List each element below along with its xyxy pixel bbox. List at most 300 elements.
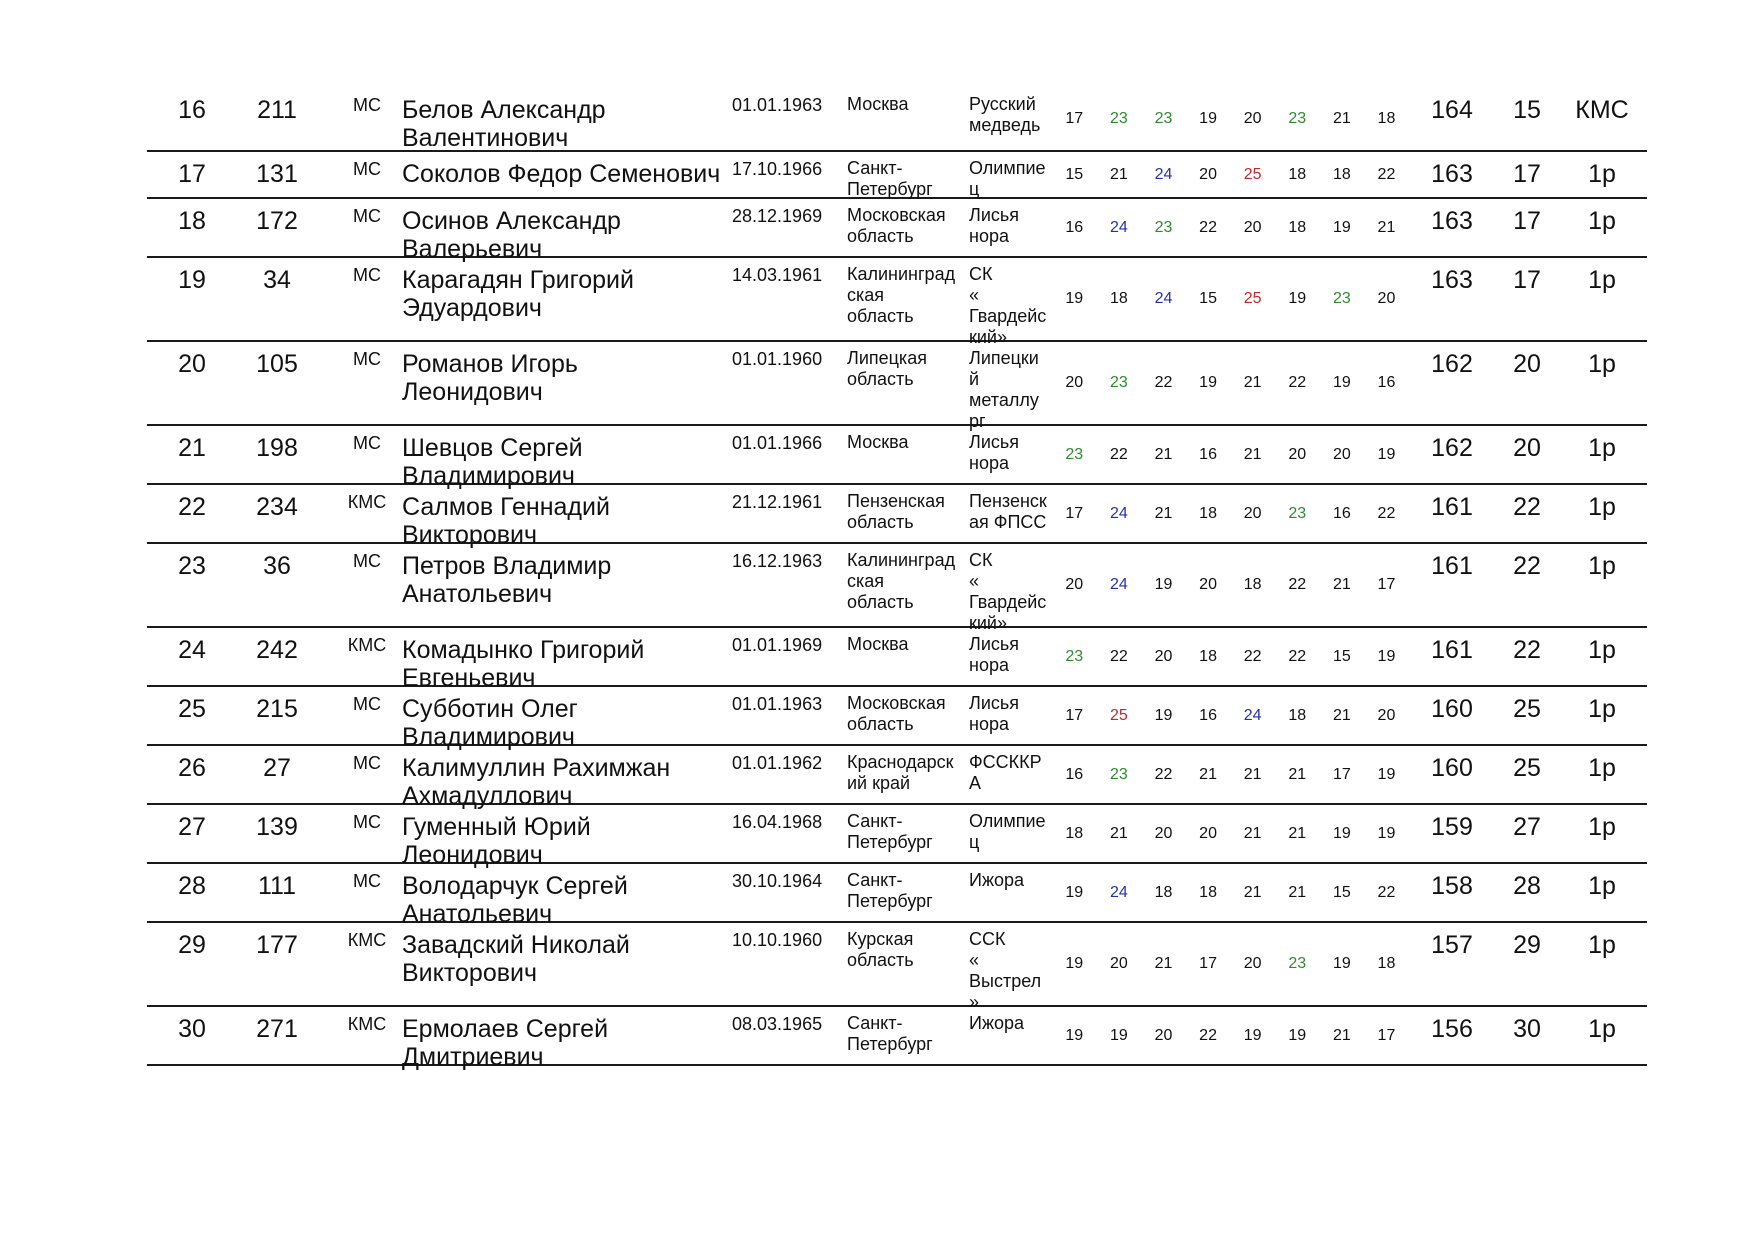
series-score-cell: 18 — [1154, 883, 1173, 901]
series-scores — [1052, 485, 1412, 542]
series-score-cell: 15 — [1332, 647, 1351, 665]
series-score-cell: 20 — [1243, 504, 1262, 522]
series-score-cell: 21 — [1243, 824, 1262, 842]
series-score-cell: 17 — [1065, 706, 1084, 724]
series-scores — [1052, 864, 1412, 921]
sport-title-cell: МС — [353, 159, 381, 179]
series-score-cell: 20 — [1154, 1026, 1173, 1044]
series-score-cell: 24 — [1109, 218, 1128, 236]
rank-cell: 15 — [1513, 96, 1541, 124]
series-score-cell: 21 — [1288, 824, 1307, 842]
results-table — [147, 88, 1647, 1071]
rank-cell: 25 — [1513, 754, 1541, 782]
category-cell: 1р — [1588, 160, 1616, 188]
bib-number-cell: 177 — [256, 931, 298, 959]
series-scores — [1052, 544, 1412, 626]
birth-date-cell: 21.12.1961 — [732, 492, 823, 512]
series-score-cell: 23 — [1065, 647, 1084, 665]
sport-title-cell: МС — [353, 265, 381, 285]
place-cell: 21 — [178, 434, 206, 462]
rank-cell: 17 — [1513, 266, 1541, 294]
series-scores — [1052, 258, 1412, 340]
table-row — [147, 426, 1647, 490]
table-row — [147, 485, 1647, 549]
series-score-cell: 25 — [1243, 290, 1262, 307]
region-cell: Москва — [847, 634, 909, 654]
series-score-cell: 15 — [1199, 290, 1217, 307]
club-cell: Липецки й металлу рг — [969, 348, 1039, 431]
series-score-cell: 21 — [1332, 1026, 1351, 1044]
bib-number-cell: 36 — [263, 552, 291, 580]
series-score-cell: 19 — [1154, 576, 1173, 593]
table-row — [147, 152, 1647, 199]
series-score-cell: 21 — [1109, 165, 1128, 183]
series-scores — [1052, 342, 1412, 424]
series-score-cell: 19 — [1288, 290, 1307, 307]
category-cell: 1р — [1588, 872, 1616, 900]
series-scores — [1052, 199, 1412, 256]
series-score-cell: 19 — [1377, 445, 1396, 463]
series-score-cell: 16 — [1065, 765, 1084, 783]
series-score-cell: 16 — [1377, 374, 1396, 391]
club-cell: Лисья нора — [969, 205, 1019, 246]
series-score-cell: 19 — [1109, 1026, 1128, 1044]
place-cell: 26 — [178, 754, 206, 782]
series-score-cell: 16 — [1332, 504, 1351, 522]
series-score-cell: 19 — [1332, 824, 1351, 842]
series-score-cell: 25 — [1243, 165, 1262, 183]
region-cell: Санкт- Петербург — [847, 158, 933, 199]
athlete-name-cell: Петров Владимир Анатольевич — [402, 552, 612, 608]
athlete-name-cell: Белов Александр Валентинович — [402, 96, 606, 152]
place-cell: 22 — [178, 493, 206, 521]
series-score-cell: 18 — [1288, 165, 1307, 183]
series-score-cell: 17 — [1199, 955, 1217, 972]
birth-date-cell: 28.12.1969 — [732, 206, 823, 226]
region-cell: Санкт- Петербург — [847, 1013, 933, 1054]
series-score-cell: 18 — [1243, 576, 1262, 593]
region-cell: Санкт- Петербург — [847, 811, 933, 852]
category-cell: 1р — [1588, 266, 1616, 294]
series-score-cell: 21 — [1154, 955, 1173, 972]
table-row — [147, 342, 1647, 431]
series-score-cell: 20 — [1199, 165, 1217, 183]
region-cell: Калининград ская область — [847, 264, 956, 326]
birth-date-cell: 16.04.1968 — [732, 812, 823, 832]
place-cell: 28 — [178, 872, 206, 900]
bib-number-cell: 271 — [256, 1015, 298, 1043]
rank-cell: 17 — [1513, 207, 1541, 235]
sport-title-cell: МС — [353, 206, 381, 226]
series-score-cell: 20 — [1288, 445, 1307, 463]
table-row — [147, 687, 1647, 751]
rank-cell: 22 — [1513, 493, 1541, 521]
club-cell: СК « Гвардейс кий» — [969, 550, 1047, 633]
region-cell: Пензенская область — [847, 491, 945, 532]
total-score-cell: 163 — [1431, 160, 1473, 188]
series-score-cell: 17 — [1377, 1026, 1396, 1044]
series-score-cell: 25 — [1109, 706, 1128, 724]
series-score-cell: 19 — [1332, 218, 1351, 236]
series-score-cell: 22 — [1154, 765, 1173, 783]
series-score-cell: 20 — [1109, 955, 1128, 972]
bib-number-cell: 105 — [256, 350, 298, 378]
series-score-cell: 23 — [1154, 218, 1173, 236]
place-cell: 30 — [178, 1015, 206, 1043]
series-score-cell: 20 — [1199, 576, 1217, 593]
sport-title-cell: МС — [353, 95, 381, 115]
series-score-cell: 17 — [1377, 576, 1396, 593]
series-score-cell: 23 — [1288, 504, 1307, 522]
region-cell: Московская область — [847, 693, 946, 734]
place-cell: 27 — [178, 813, 206, 841]
total-score-cell: 164 — [1431, 96, 1473, 124]
series-scores — [1052, 805, 1412, 862]
bib-number-cell: 34 — [263, 266, 291, 294]
bib-number-cell: 111 — [257, 872, 296, 900]
series-score-cell: 21 — [1377, 218, 1396, 236]
total-score-cell: 163 — [1431, 207, 1473, 235]
athlete-name-cell: Комадынко Григорий Евгеньевич — [402, 636, 645, 692]
table-row — [147, 199, 1647, 263]
category-cell: 1р — [1588, 695, 1616, 723]
athlete-name-cell: Субботин Олег Владимирович — [402, 695, 578, 751]
series-score-cell: 22 — [1377, 883, 1396, 901]
region-cell: Калининград ская область — [847, 550, 956, 612]
series-score-cell: 16 — [1065, 218, 1084, 236]
bib-number-cell: 172 — [256, 207, 298, 235]
series-score-cell: 17 — [1332, 765, 1351, 783]
series-score-cell: 21 — [1288, 765, 1307, 783]
table-row — [147, 923, 1647, 1012]
total-score-cell: 161 — [1431, 493, 1473, 521]
club-cell: Ижора — [969, 1013, 1025, 1033]
club-cell: Олимпие ц — [969, 158, 1046, 199]
sport-title-cell: КМС — [347, 635, 387, 655]
series-scores — [1052, 628, 1412, 685]
place-cell: 24 — [178, 636, 206, 664]
total-score-cell: 157 — [1431, 931, 1473, 959]
athlete-name-cell: Гуменный Юрий Леонидович — [402, 813, 591, 869]
series-score-cell: 24 — [1154, 290, 1173, 307]
athlete-name-cell: Калимуллин Рахимжан Ахмадуллович — [402, 754, 671, 810]
series-score-cell: 15 — [1332, 883, 1351, 901]
total-score-cell: 161 — [1431, 552, 1473, 580]
athlete-name-cell: Салмов Геннадий Викторович — [402, 493, 610, 549]
category-cell: 1р — [1588, 493, 1616, 521]
category-cell: 1р — [1588, 350, 1616, 378]
sport-title-cell: МС — [353, 753, 381, 773]
series-score-cell: 24 — [1243, 706, 1262, 724]
athlete-name-cell: Завадский Николай Викторович — [402, 931, 630, 987]
series-score-cell: 22 — [1288, 576, 1307, 593]
category-cell: 1р — [1588, 207, 1616, 235]
sport-title-cell: МС — [353, 694, 381, 714]
series-score-cell: 18 — [1199, 883, 1217, 901]
series-scores — [1052, 923, 1412, 1005]
series-score-cell: 19 — [1377, 824, 1396, 842]
total-score-cell: 160 — [1431, 754, 1473, 782]
place-cell: 19 — [178, 266, 206, 294]
series-score-cell: 22 — [1199, 1026, 1217, 1044]
birth-date-cell: 30.10.1964 — [732, 871, 823, 891]
category-cell: 1р — [1588, 754, 1616, 782]
series-scores — [1052, 88, 1412, 150]
sport-title-cell: КМС — [347, 1014, 387, 1034]
series-score-cell: 19 — [1199, 110, 1217, 127]
series-score-cell: 20 — [1243, 955, 1262, 972]
total-score-cell: 160 — [1431, 695, 1473, 723]
total-score-cell: 162 — [1431, 350, 1473, 378]
series-score-cell: 21 — [1288, 883, 1307, 901]
athlete-name-cell: Шевцов Сергей Владимирович — [402, 434, 583, 490]
series-score-cell: 22 — [1109, 445, 1128, 463]
place-cell: 23 — [178, 552, 206, 580]
athlete-name-cell: Ермолаев Сергей Дмитриевич — [402, 1015, 609, 1071]
category-cell: КМС — [1575, 96, 1629, 124]
sport-title-cell: МС — [353, 812, 381, 832]
birth-date-cell: 01.01.1962 — [732, 753, 823, 773]
series-scores — [1052, 426, 1412, 483]
bib-number-cell: 131 — [256, 160, 298, 188]
club-cell: Лисья нора — [969, 634, 1019, 675]
series-score-cell: 19 — [1199, 374, 1217, 391]
series-score-cell: 20 — [1377, 290, 1396, 307]
bib-number-cell: 139 — [256, 813, 298, 841]
series-scores — [1052, 1007, 1412, 1064]
table-row — [147, 864, 1647, 928]
rank-cell: 27 — [1513, 813, 1541, 841]
table-row — [147, 628, 1647, 692]
club-cell: Лисья нора — [969, 432, 1019, 473]
table-row — [147, 746, 1647, 810]
series-score-cell: 20 — [1243, 110, 1262, 127]
rank-cell: 30 — [1513, 1015, 1541, 1043]
series-score-cell: 19 — [1065, 1026, 1084, 1044]
table-row — [147, 544, 1647, 633]
club-cell: Пензенск ая ФПСС — [969, 491, 1047, 532]
series-score-cell: 24 — [1154, 165, 1173, 183]
birth-date-cell: 01.01.1960 — [732, 349, 823, 369]
series-score-cell: 23 — [1288, 955, 1307, 972]
rank-cell: 22 — [1513, 552, 1541, 580]
series-score-cell: 16 — [1199, 706, 1217, 724]
rank-cell: 20 — [1513, 350, 1541, 378]
series-score-cell: 21 — [1332, 576, 1351, 593]
series-score-cell: 21 — [1332, 706, 1351, 724]
series-score-cell: 21 — [1243, 765, 1262, 783]
table-row — [147, 88, 1647, 152]
athlete-name-cell: Романов Игорь Леонидович — [402, 350, 578, 406]
series-score-cell: 24 — [1109, 504, 1128, 522]
series-score-cell: 23 — [1065, 445, 1084, 463]
place-cell: 16 — [178, 96, 206, 124]
bib-number-cell: 215 — [256, 695, 298, 723]
club-cell: Лисья нора — [969, 693, 1019, 734]
total-score-cell: 159 — [1431, 813, 1473, 841]
athlete-name-cell: Осинов Александр Валерьевич — [402, 207, 621, 263]
rank-cell: 17 — [1513, 160, 1541, 188]
series-score-cell: 19 — [1332, 374, 1351, 391]
total-score-cell: 162 — [1431, 434, 1473, 462]
club-cell: Олимпие ц — [969, 811, 1046, 852]
athlete-name-cell: Карагадян Григорий Эдуардович — [402, 266, 634, 322]
region-cell: Москва — [847, 94, 909, 114]
region-cell: Краснодарск ий край — [847, 752, 954, 793]
series-score-cell: 22 — [1377, 165, 1396, 183]
birth-date-cell: 08.03.1965 — [732, 1014, 823, 1034]
series-score-cell: 18 — [1199, 647, 1217, 665]
rank-cell: 28 — [1513, 872, 1541, 900]
category-cell: 1р — [1588, 1015, 1616, 1043]
rank-cell: 25 — [1513, 695, 1541, 723]
place-cell: 29 — [178, 931, 206, 959]
series-score-cell: 20 — [1065, 576, 1084, 593]
sport-title-cell: МС — [353, 433, 381, 453]
series-score-cell: 17 — [1065, 110, 1084, 127]
series-score-cell: 23 — [1109, 110, 1128, 127]
series-score-cell: 20 — [1154, 647, 1173, 665]
sport-title-cell: МС — [353, 349, 381, 369]
club-cell: Русский медведь — [969, 94, 1041, 135]
series-score-cell: 20 — [1332, 445, 1351, 463]
category-cell: 1р — [1588, 636, 1616, 664]
table-row — [147, 805, 1647, 869]
series-score-cell: 21 — [1243, 883, 1262, 901]
total-score-cell: 156 — [1431, 1015, 1473, 1043]
series-score-cell: 22 — [1377, 504, 1396, 522]
series-score-cell: 16 — [1199, 445, 1217, 463]
series-scores — [1052, 687, 1412, 744]
region-cell: Липецкая область — [847, 348, 927, 389]
series-score-cell: 19 — [1065, 883, 1084, 901]
club-cell: ССК « Выстрел » — [969, 929, 1042, 1012]
series-score-cell: 18 — [1288, 218, 1307, 236]
series-score-cell: 22 — [1243, 647, 1262, 665]
series-score-cell: 23 — [1154, 110, 1173, 127]
series-score-cell: 22 — [1288, 647, 1307, 665]
series-score-cell: 22 — [1288, 374, 1307, 391]
birth-date-cell: 01.01.1963 — [732, 95, 823, 115]
series-score-cell: 22 — [1199, 218, 1217, 236]
series-score-cell: 18 — [1109, 290, 1128, 307]
bib-number-cell: 27 — [263, 754, 291, 782]
series-score-cell: 18 — [1377, 110, 1396, 127]
series-score-cell: 24 — [1109, 576, 1128, 593]
sport-title-cell: КМС — [347, 492, 387, 512]
series-score-cell: 23 — [1288, 110, 1307, 127]
region-cell: Курская область — [847, 929, 914, 970]
club-cell: ФССККР А — [969, 752, 1042, 793]
series-score-cell: 15 — [1065, 165, 1084, 183]
series-score-cell: 23 — [1109, 374, 1128, 391]
series-score-cell: 22 — [1154, 374, 1173, 391]
total-score-cell: 161 — [1431, 636, 1473, 664]
birth-date-cell: 01.01.1969 — [732, 635, 823, 655]
series-score-cell: 21 — [1109, 824, 1128, 842]
place-cell: 25 — [178, 695, 206, 723]
series-scores — [1052, 746, 1412, 803]
series-score-cell: 20 — [1377, 706, 1396, 724]
birth-date-cell: 16.12.1963 — [732, 551, 823, 571]
series-score-cell: 21 — [1199, 765, 1217, 783]
series-score-cell: 19 — [1243, 1026, 1262, 1044]
category-cell: 1р — [1588, 552, 1616, 580]
athlete-name-cell: Соколов Федор Семенович — [402, 160, 721, 188]
category-cell: 1р — [1588, 931, 1616, 959]
region-cell: Московская область — [847, 205, 946, 246]
birth-date-cell: 10.10.1960 — [732, 930, 823, 950]
series-score-cell: 20 — [1243, 218, 1262, 236]
series-score-cell: 19 — [1332, 955, 1351, 972]
series-score-cell: 19 — [1377, 765, 1396, 783]
series-score-cell: 21 — [1243, 445, 1262, 463]
series-score-cell: 21 — [1154, 445, 1173, 463]
rank-cell: 20 — [1513, 434, 1541, 462]
series-scores — [1052, 152, 1412, 197]
series-score-cell: 20 — [1199, 824, 1217, 842]
birth-date-cell: 17.10.1966 — [732, 159, 823, 179]
birth-date-cell: 01.01.1963 — [732, 694, 823, 714]
region-cell: Санкт- Петербург — [847, 870, 933, 911]
series-score-cell: 20 — [1154, 824, 1173, 842]
table-row — [147, 1007, 1647, 1071]
bib-number-cell: 242 — [256, 636, 298, 664]
table-row — [147, 258, 1647, 347]
series-score-cell: 24 — [1109, 883, 1128, 901]
sport-title-cell: МС — [353, 871, 381, 891]
series-score-cell: 18 — [1199, 504, 1217, 522]
series-score-cell: 18 — [1065, 824, 1084, 842]
series-score-cell: 19 — [1288, 1026, 1307, 1044]
rank-cell: 22 — [1513, 636, 1541, 664]
rank-cell: 29 — [1513, 931, 1541, 959]
series-score-cell: 23 — [1332, 290, 1351, 307]
series-score-cell: 18 — [1377, 955, 1396, 972]
total-score-cell: 158 — [1431, 872, 1473, 900]
region-cell: Москва — [847, 432, 909, 452]
series-score-cell: 21 — [1332, 110, 1351, 127]
series-score-cell: 17 — [1065, 504, 1084, 522]
total-score-cell: 163 — [1431, 266, 1473, 294]
bib-number-cell: 211 — [257, 96, 297, 124]
bib-number-cell: 198 — [256, 434, 298, 462]
series-score-cell: 21 — [1243, 374, 1262, 391]
bib-number-cell: 234 — [256, 493, 298, 521]
series-score-cell: 22 — [1109, 647, 1128, 665]
club-cell: СК « Гвардейс кий» — [969, 264, 1047, 347]
series-score-cell: 19 — [1065, 955, 1084, 972]
series-score-cell: 20 — [1065, 374, 1084, 391]
birth-date-cell: 01.01.1966 — [732, 433, 823, 453]
series-score-cell: 19 — [1377, 647, 1396, 665]
series-score-cell: 18 — [1288, 706, 1307, 724]
place-cell: 18 — [178, 207, 206, 235]
category-cell: 1р — [1588, 434, 1616, 462]
birth-date-cell: 14.03.1961 — [732, 265, 823, 285]
athlete-name-cell: Володарчук Сергей Анатольевич — [402, 872, 628, 928]
series-score-cell: 19 — [1154, 706, 1173, 724]
place-cell: 17 — [178, 160, 206, 188]
sport-title-cell: МС — [353, 551, 381, 571]
category-cell: 1р — [1588, 813, 1616, 841]
series-score-cell: 19 — [1065, 290, 1084, 307]
series-score-cell: 21 — [1154, 504, 1173, 522]
series-score-cell: 18 — [1332, 165, 1351, 183]
club-cell: Ижора — [969, 870, 1025, 890]
place-cell: 20 — [178, 350, 206, 378]
sport-title-cell: КМС — [347, 930, 387, 950]
